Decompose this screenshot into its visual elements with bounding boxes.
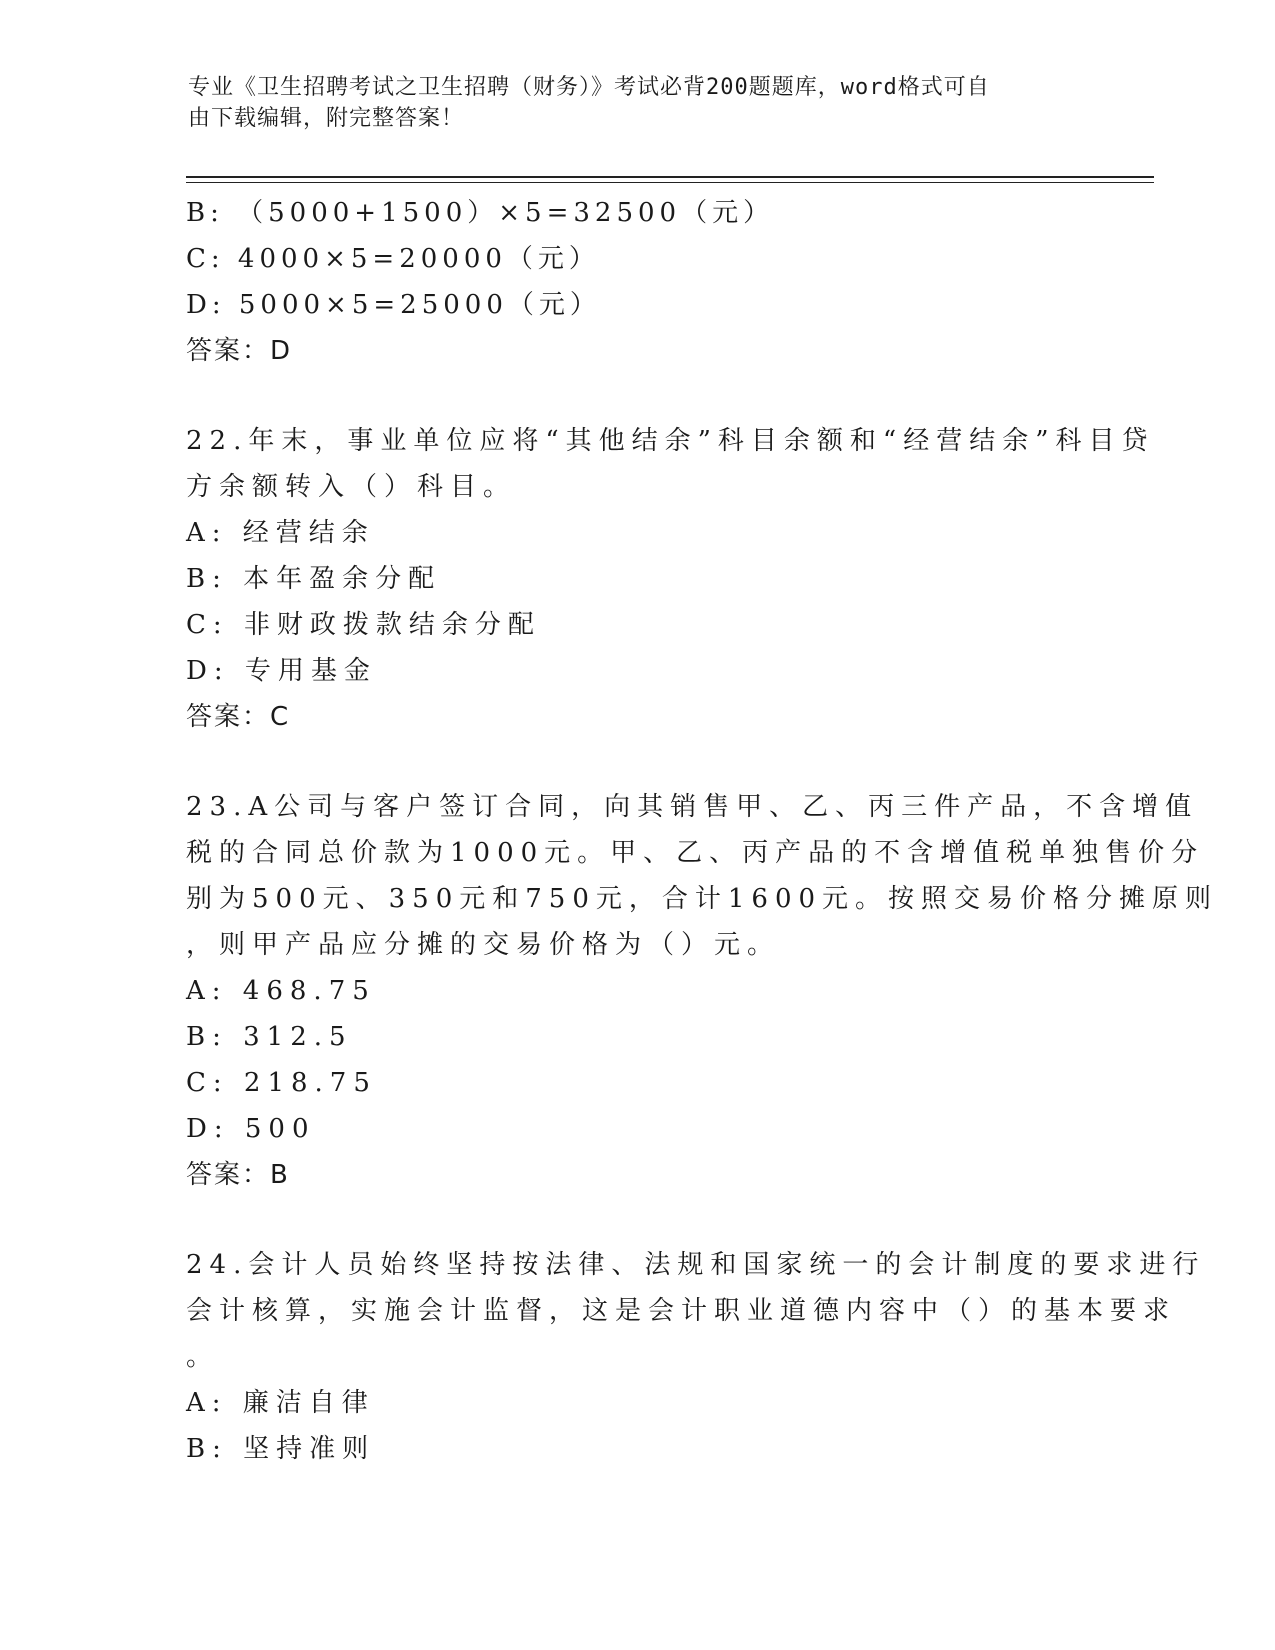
- header-line-1: 专业《卫生招聘考试之卫生招聘（财务）》考试必背200题题库，word格式可自: [188, 75, 990, 100]
- header-line-2: 由下载编辑，附完整答案！: [188, 106, 465, 131]
- question-24: [186, 1242, 1206, 1472]
- q23-option-a: A: 468.75: [186, 976, 376, 1006]
- question-22: [186, 418, 1155, 740]
- document-header: [188, 72, 1068, 134]
- q24-stem-line: 。: [186, 1342, 220, 1372]
- q23-stem-line: 23.A公司与客户签订合同，向其销售甲、乙、丙三件产品，不含增值: [186, 792, 1199, 822]
- q23-option-b: B: 312.5: [186, 1022, 353, 1052]
- q22-option-b: B: 本年盈余分配: [186, 564, 442, 594]
- q23-stem-line: 别为500元、350元和750元，合计1600元。按照交易价格分摊原则: [186, 884, 1219, 914]
- header-divider-thick: [186, 176, 1154, 178]
- q23-option-d: D: 500: [186, 1114, 316, 1144]
- q21-option-b: B: （5000+1500）×5=32500（元）: [186, 198, 775, 228]
- q21-option-d: D: 5000×5=25000（元）: [186, 290, 601, 320]
- spacer: [186, 1198, 1086, 1242]
- q24-option-b: B: 坚持准则: [186, 1434, 376, 1464]
- q22-stem-line: 方余额转入（）科目。: [186, 472, 517, 502]
- header-divider-thin: [186, 182, 1154, 183]
- q22-option-a: A: 经营结余: [186, 518, 375, 548]
- q24-stem-line: 24.会计人员始终坚持按法律、法规和国家统一的会计制度的要求进行: [186, 1250, 1206, 1280]
- question-23: [186, 784, 1219, 1198]
- document-body: [186, 190, 1219, 1472]
- q22-stem-line: 22.年末，事业单位应将“其他结余”科目余额和“经营结余”科目贷: [186, 426, 1155, 456]
- q24-stem-line: 会计核算，实施会计监督，这是会计职业道德内容中（）的基本要求: [186, 1296, 1177, 1326]
- q24-option-a: A: 廉洁自律: [186, 1388, 375, 1418]
- q22-option-c: C: 非财政拨款结余分配: [186, 610, 541, 640]
- q21-answer: 答案：D: [186, 336, 293, 366]
- spacer: [186, 374, 1086, 418]
- q23-stem-line: ，则甲产品应分摊的交易价格为（）元。: [186, 930, 781, 960]
- q23-stem-line: 税的合同总价款为1000元。甲、乙、丙产品的不含增值税单独售价分: [186, 838, 1205, 868]
- q22-option-d: D: 专用基金: [186, 656, 377, 686]
- spacer: [186, 740, 1086, 784]
- q21-option-c: C: 4000×5=20000（元）: [186, 244, 600, 274]
- q22-answer: 答案：C: [186, 702, 291, 732]
- q23-option-c: C: 218.75: [186, 1068, 377, 1098]
- q23-answer: 答案：B: [186, 1160, 290, 1190]
- question-21-tail: [186, 190, 1086, 374]
